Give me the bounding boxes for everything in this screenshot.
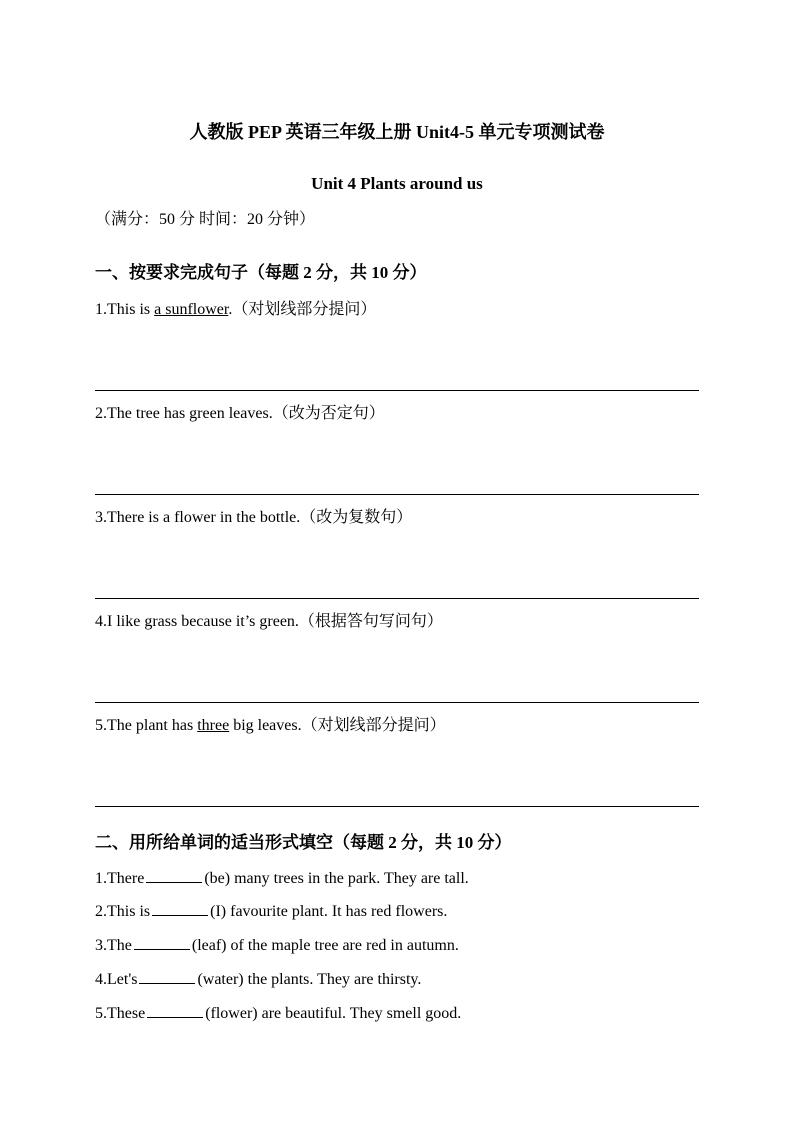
- underlined-phrase: a sunflower: [154, 301, 229, 318]
- score-time-info: （满分：50 分 时间：20 分钟）: [95, 211, 316, 228]
- section1-heading: 一、按要求完成句子（每题 2 分，共 10 分）: [95, 263, 427, 282]
- fill-blank[interactable]: [146, 868, 202, 883]
- section1-question-5: 5.The plant has three big leaves.（对划线部分提问）: [95, 717, 446, 734]
- answer-line-2[interactable]: [95, 494, 699, 495]
- fill-blank[interactable]: [139, 969, 195, 984]
- answer-line-1[interactable]: [95, 390, 699, 391]
- section2-question-1: 1.There (be) many trees in the park. They are tall.: [95, 870, 469, 887]
- fill-blank[interactable]: [152, 901, 208, 916]
- section2-heading: 二、用所给单词的适当形式填空（每题 2 分，共 10 分）: [95, 833, 512, 852]
- answer-line-3[interactable]: [95, 598, 699, 599]
- section2-question-3: 3.The (leaf) of the maple tree are red in autumn.: [95, 937, 459, 954]
- section1-question-3: 3.There is a flower in the bottle.（改为复数句）: [95, 509, 413, 526]
- section1-question-4: 4.I like grass because it’s green.（根据答句写问句）: [95, 613, 443, 630]
- section2-question-5: 5.These (flower) are beautiful. They smell good.: [95, 1005, 462, 1022]
- section2-question-2: 2.This is (I) favourite plant. It has red flowers.: [95, 903, 448, 920]
- section1-question-1: 1.This is a sunflower.（对划线部分提问）: [95, 301, 377, 318]
- answer-line-5[interactable]: [95, 806, 699, 807]
- fill-blank[interactable]: [134, 935, 190, 950]
- section1-question-2: 2.The tree has green leaves.（改为否定句）: [95, 405, 385, 422]
- section2-question-4: 4.Let's (water) the plants. They are thirsty.: [95, 971, 422, 988]
- document-title: 人教版 PEP 英语三年级上册 Unit4-5 单元专项测试卷: [189, 122, 605, 142]
- answer-line-4[interactable]: [95, 702, 699, 703]
- unit-title: Unit 4 Plants around us: [311, 174, 483, 193]
- fill-blank[interactable]: [147, 1003, 203, 1018]
- underlined-phrase: three: [197, 717, 230, 734]
